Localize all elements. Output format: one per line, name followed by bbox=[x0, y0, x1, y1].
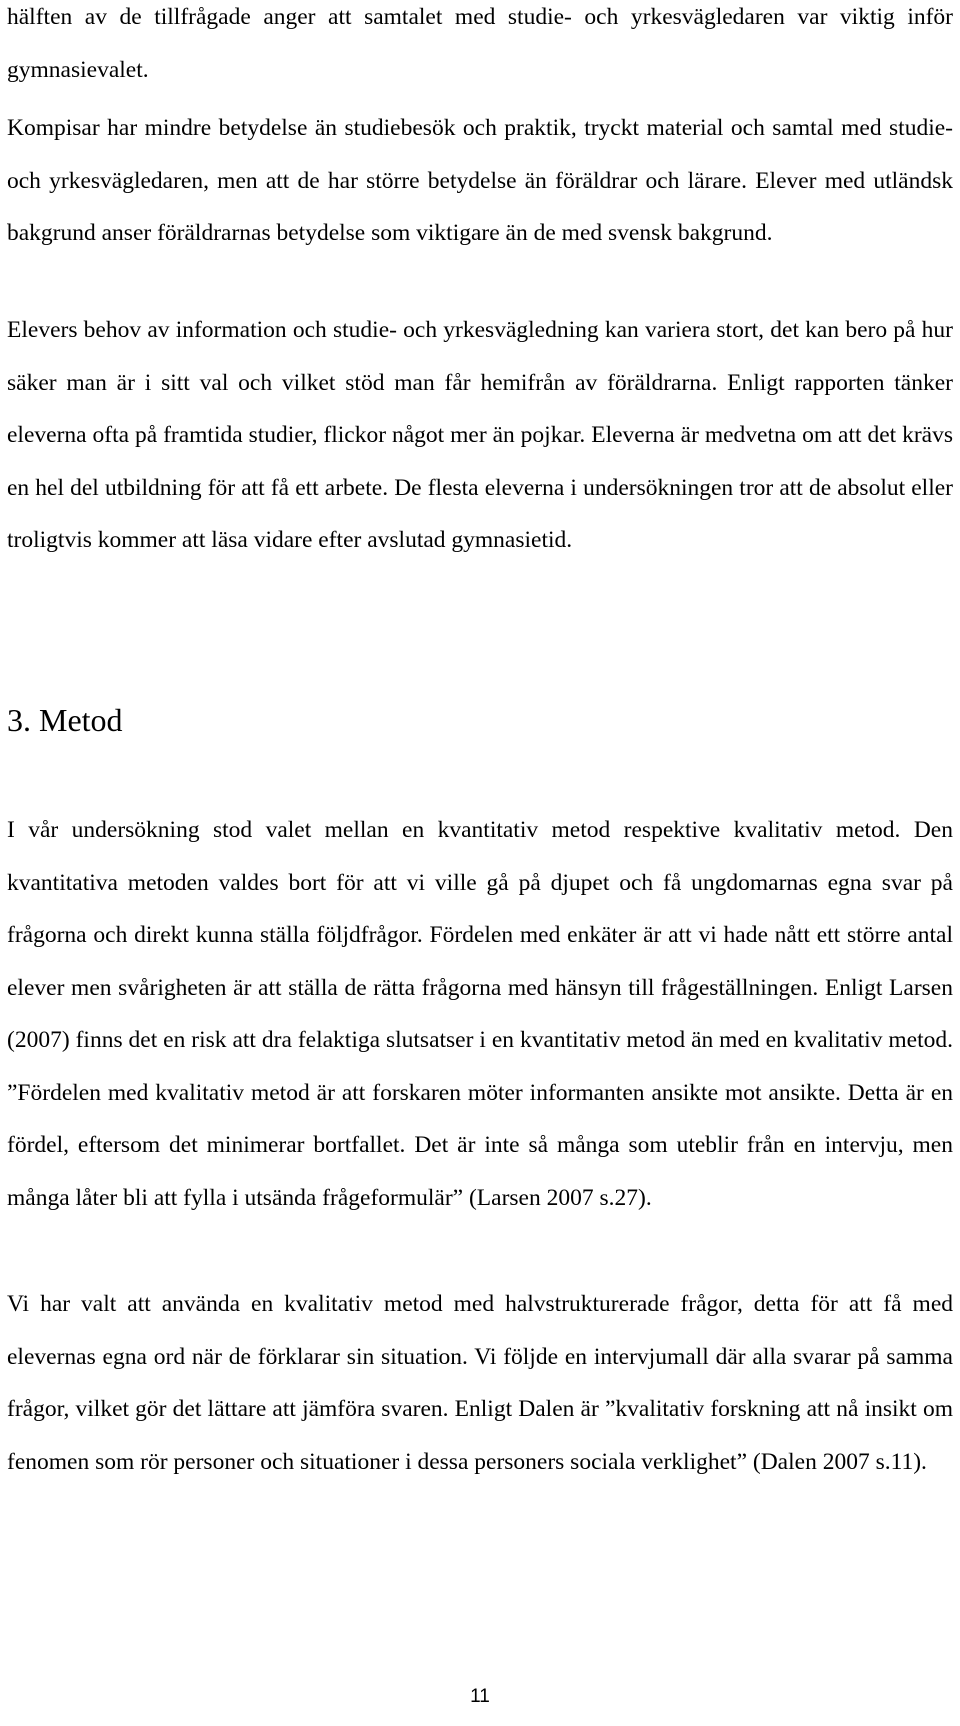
paragraph-kompisar: Kompisar har mindre betydelse än studiebesök och praktik, tryckt material och samtal med studie- och yrkesvägledaren, men att de har större betydelse än föräldrar och lärare. Elever med utländsk bakgrund anser föräldrarnas betydelse som viktigare än de med svensk bakgrund. bbox=[7, 115, 953, 246]
page-number: 11 bbox=[470, 1686, 490, 1707]
paragraph-method-choice: I vår undersökning stod valet mellan en kvantitativ metod respektive kvalitativ metod. Den kvantitativa metoden valdes bort för att vi ville gå på djupet och få ungdomarnas egna svar på frågorna och direkt kunna ställa följdfrågor. Fördelen med enkäter är att vi hade nått ett större antal elever men svårigheten är att ställa de rätta frågorna med hänsyn till frågeställningen. Enligt Larsen (2007) finns det en risk att dra felaktiga slutsatser i en kvantitativ metod än med en kvalitativ metod. ”Fördelen med kvalitativ metod är att forskaren möter informanten ansikte mot ansikte. Detta är en fördel, eftersom det minimerar bortfallet. Det är inte så många som uteblir från en intervju, men många låter bli att fylla i utsända frågeformulär” (Larsen 2007 s.27). bbox=[7, 817, 953, 1211]
paragraph-elevers-behov: Elevers behov av information och studie- och yrkesvägledning kan variera stort, det kan bero på hur säker man är i sitt val och vilket stöd man får hemifrån av föräldrarna. Enligt rapporten tänker eleverna ofta på framtida studier, flickor något mer än pojkar. Eleverna är medvetna om att det krävs en hel del utbildning för att få ett arbete. De flesta eleverna i undersökningen tror att de absolut eller troligtvis kommer att läsa vidare efter avslutad gymnasietid. bbox=[7, 317, 953, 553]
paragraph-qualitative-method: Vi har valt att använda en kvalitativ metod med halvstrukturerade frågor, detta för att få med elevernas egna ord när de förklarar sin situation. Vi följde en intervjumall där alla svarar på samma frågor, vilket gör det lättare att jämföra svaren. Enligt Dalen är ”kvalitativ forskning att nå insikt om fenomen som rör personer och situationer i dessa personers sociala verklighet” (Dalen 2007 s.11). bbox=[7, 1291, 953, 1475]
section-heading: 3. Metod bbox=[7, 702, 123, 738]
paragraph-continuation: hälften av de tillfrågade anger att samtalet med studie- och yrkesvägledaren var viktig inför gymnasievalet. bbox=[7, 4, 953, 83]
